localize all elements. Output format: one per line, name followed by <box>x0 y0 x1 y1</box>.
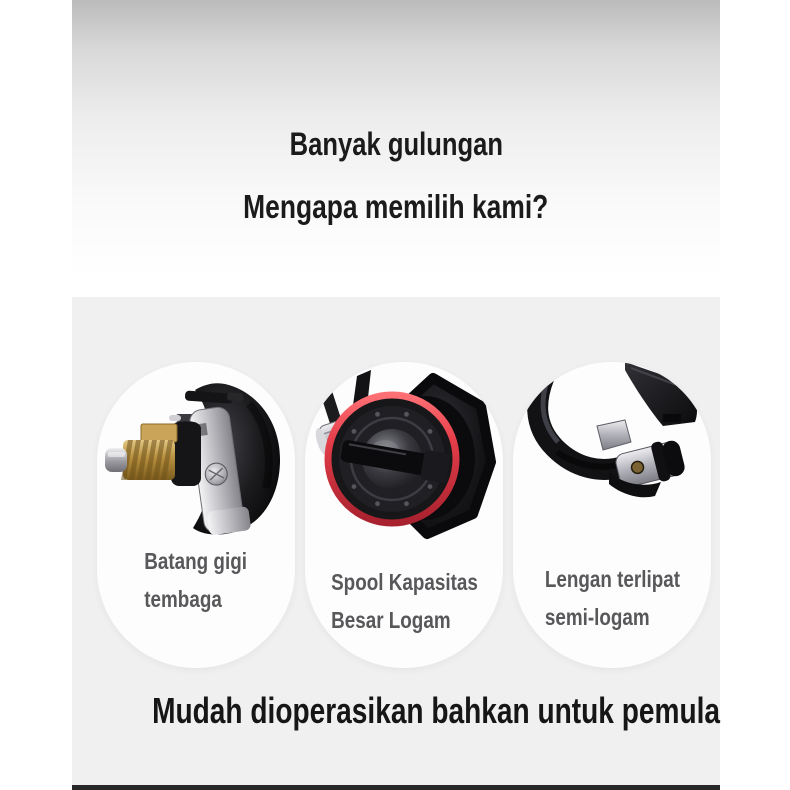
feature-label-copper-gear <box>97 542 295 618</box>
headline-line2 <box>72 188 720 226</box>
feature-label-text: Batang gigi tembaga <box>144 548 248 612</box>
footer-tagline-text: Mudah dioperasikan bahkan untuk pemula <box>152 690 721 731</box>
feature-label-text: Lengan terlipat semi-logam <box>544 566 680 630</box>
headline-line1-text: Banyak gulungan <box>289 126 503 162</box>
metal-spool-photo <box>305 362 503 552</box>
feature-card-metal-spool <box>305 362 503 668</box>
headline-line2-text: Mengapa memilih kami? <box>243 188 549 225</box>
feature-label-text: Spool Kapasitas Besar Logam <box>330 569 478 633</box>
copper-worm-gear-photo <box>97 362 295 552</box>
features-panel <box>72 297 720 790</box>
feature-card-folding-arm <box>513 362 711 668</box>
footer-tagline <box>72 691 720 731</box>
feature-label-folding-arm <box>513 560 711 636</box>
feature-label-metal-spool <box>305 563 503 639</box>
bottom-edge-bar <box>72 785 720 790</box>
folding-arm-photo <box>513 362 711 552</box>
feature-card-copper-gear <box>97 362 295 668</box>
banner-content-area <box>72 0 720 790</box>
headline-line1 <box>72 126 720 162</box>
